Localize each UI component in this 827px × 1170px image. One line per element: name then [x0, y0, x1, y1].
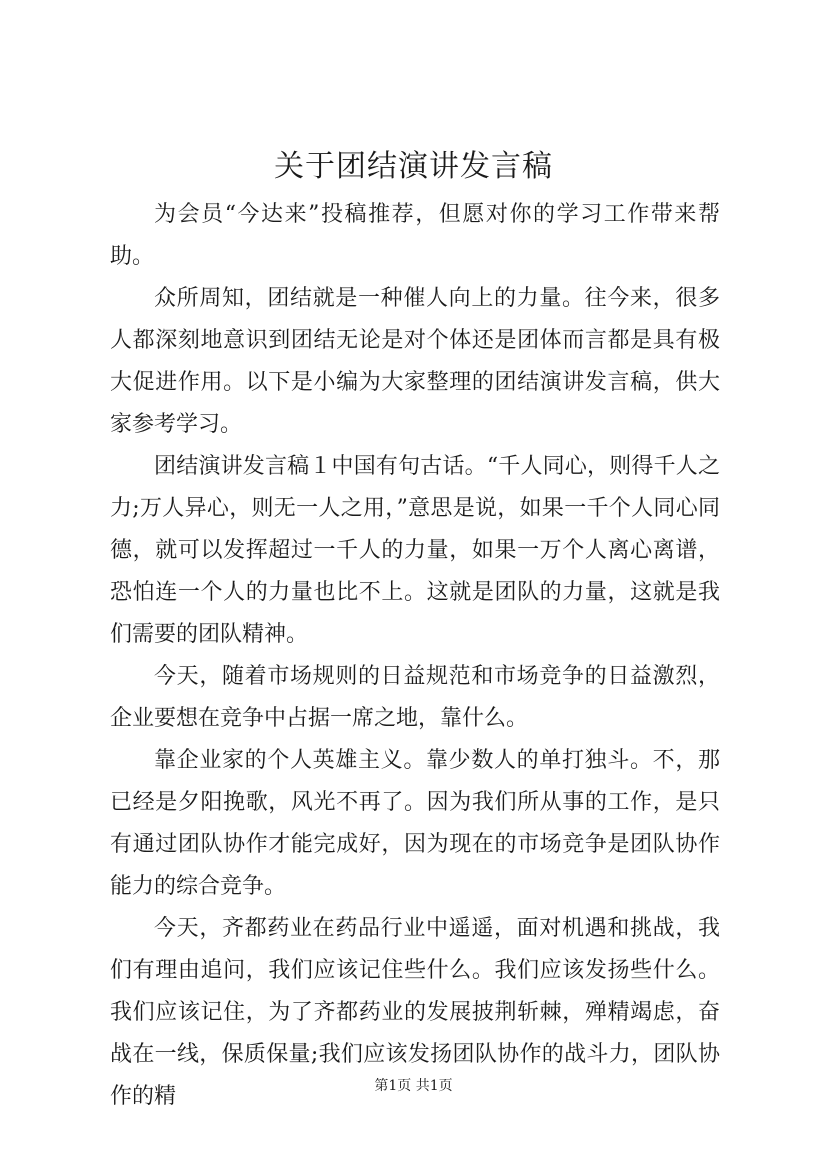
paragraph-teamwork: 靠企业家的个人英雄主义。靠少数人的单打独斗。不，那已经是夕阳挽歌，风光不再了。因为我们所从事的工作，是只有通过团队协作才能完成好，因为现在的市场竞争是团队协作能力的综合竞争。 — [110, 748, 720, 899]
paragraph-overview: 众所周知，团结就是一种催人向上的力量。往今来，很多人都深刻地意识到团结无论是对个体还是团体而言都是具有极大促进作用。以下是小编为大家整理的团结演讲发言稿，供大家参考学习。 — [110, 286, 720, 437]
document-title: 关于团结演讲发言稿 — [274, 149, 553, 184]
paragraph-market: 今天，随着市场规则的日益规范和市场竞争的日益激烈，企业要想在竞争中占据一席之地，靠什么。 — [110, 664, 720, 731]
paragraph-intro: 为会员“今达来”投稿推荐，但愿对你的学习工作带来帮助。 — [110, 202, 720, 269]
paragraph-company: 今天，齐都药业在药品行业中遥遥，面对机遇和挑战，我们有理由追问，我们应该记住些什么。我们应该发扬些什么。我们应该记住，为了齐都药业的发展披荆斩棘，殚精竭虑，奋战在一线，保质保量;我们应该发扬团队协作的战斗力，团队协作的精 — [110, 916, 720, 1109]
page-footer: 第1页 共1页 — [374, 1078, 453, 1094]
paragraph-proverb: 团结演讲发言稿１中国有句古话。“千人同心，则得千人之力;万人异心，则无一人之用，”意思是说，如果一千个人同心同德，就可以发挥超过一千人的力量，如果一万个人离心离谱，恐怕连一个人的力量也比不上。这就是团队的力量，这就是我们需要的团队精神。 — [110, 454, 720, 647]
document-body — [110, 194, 720, 1118]
